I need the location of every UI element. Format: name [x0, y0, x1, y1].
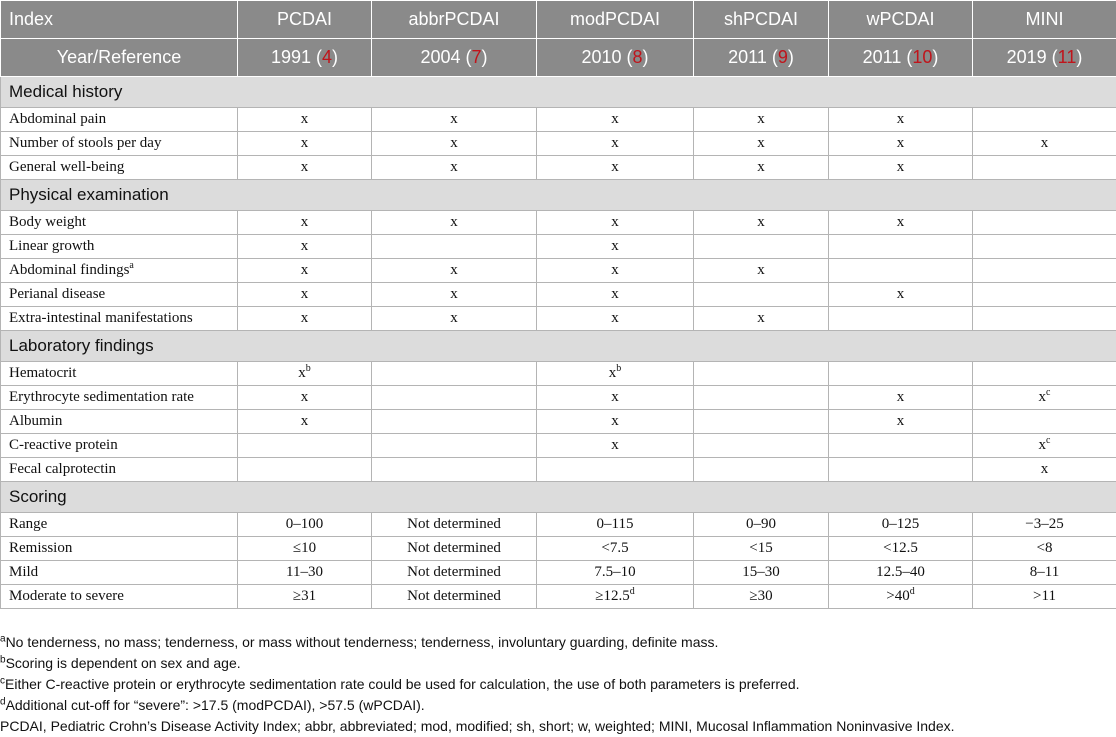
row-label: Abdominal findings [9, 262, 129, 278]
value-cell [694, 132, 829, 156]
value-cell [238, 561, 372, 585]
footnote-marker: b [0, 654, 6, 665]
reference-link[interactable]: 4 [322, 47, 332, 67]
year-cell [537, 39, 694, 77]
table-row [1, 434, 1116, 458]
cell-value: x [301, 238, 309, 254]
reference-link[interactable]: 8 [633, 47, 643, 67]
cell-value: x [301, 262, 309, 278]
table-row [1, 386, 1116, 410]
value-cell [694, 283, 829, 307]
cell-value: x [611, 286, 619, 302]
footnote [0, 695, 1116, 716]
year-cell [973, 39, 1116, 77]
value-cell [372, 283, 537, 307]
cell-value: x [757, 214, 765, 230]
table-row [1, 585, 1116, 609]
value-cell [694, 259, 829, 283]
value-cell [694, 307, 829, 331]
cell-value: x [757, 159, 765, 175]
paren-close: ) [332, 47, 338, 67]
value-cell [372, 410, 537, 434]
paren-close: ) [788, 47, 794, 67]
cell-value: −3–25 [1025, 516, 1063, 532]
row-label: Albumin [9, 413, 62, 429]
value-cell [694, 108, 829, 132]
value-cell [973, 585, 1116, 609]
row-label-cell [1, 235, 238, 259]
footnote [0, 632, 1116, 653]
value-cell [829, 307, 973, 331]
value-cell [829, 108, 973, 132]
row-label-cell [1, 362, 238, 386]
cell-value: x [897, 286, 905, 302]
row-label-cell [1, 283, 238, 307]
value-cell [829, 283, 973, 307]
value-cell [238, 283, 372, 307]
row-label: Mild [9, 564, 38, 580]
row-label: Hematocrit [9, 365, 76, 381]
value-cell [372, 434, 537, 458]
value-cell [537, 537, 694, 561]
row-label: Range [9, 516, 47, 532]
footnote [0, 674, 1116, 695]
column-header: shPCDAI [694, 1, 829, 39]
value-cell [537, 585, 694, 609]
cell-value: 0–115 [597, 516, 634, 532]
row-label-cell [1, 537, 238, 561]
year-cell [238, 39, 372, 77]
cell-value: <15 [749, 540, 772, 556]
value-cell [238, 537, 372, 561]
cell-value: x [301, 310, 309, 326]
value-cell [372, 458, 537, 482]
year-text: 2010 ( [581, 47, 632, 67]
table-row [1, 307, 1116, 331]
value-cell [973, 537, 1116, 561]
reference-link[interactable]: 7 [472, 47, 482, 67]
row-label: Erythrocyte sedimentation rate [9, 389, 194, 405]
section-header-row [1, 180, 1116, 211]
cell-value: <12.5 [883, 540, 918, 556]
value-cell [829, 211, 973, 235]
cell-value: x [301, 214, 309, 230]
value-cell [372, 259, 537, 283]
cell-value: x [611, 389, 619, 405]
value-cell [238, 513, 372, 537]
value-cell [694, 156, 829, 180]
value-cell [829, 410, 973, 434]
value-cell [537, 156, 694, 180]
value-cell [372, 513, 537, 537]
cell-value: x [301, 389, 309, 405]
cell-value: x [897, 413, 905, 429]
cell-value: 11–30 [286, 564, 323, 580]
cell-value: x [450, 310, 458, 326]
cell-value: x [301, 111, 309, 127]
section-title: Laboratory findings [1, 331, 1116, 362]
footnote-text: PCDAI, Pediatric Crohn’s Disease Activity Index; abbr, abbreviated; mod, modified; sh, short; w, weighted; MINI, Mucosal Inflammation Noninvasive Index. [0, 718, 955, 734]
value-cell [973, 513, 1116, 537]
value-cell [537, 108, 694, 132]
row-label: Body weight [9, 214, 86, 230]
table-row [1, 513, 1116, 537]
paren-close: ) [1076, 47, 1082, 67]
cell-value: x [611, 437, 619, 453]
row-label: General well-being [9, 159, 124, 175]
cell-value: x [897, 135, 905, 151]
value-cell [537, 458, 694, 482]
value-cell [238, 235, 372, 259]
value-cell [537, 283, 694, 307]
table-row [1, 259, 1116, 283]
footnote-marker: a [129, 260, 133, 271]
value-cell [973, 561, 1116, 585]
cell-value: x [897, 389, 905, 405]
cell-value: x [301, 413, 309, 429]
value-cell [372, 211, 537, 235]
cell-value: x [450, 214, 458, 230]
cell-value: 0–100 [286, 516, 324, 532]
cell-value: ≥30 [749, 588, 772, 604]
value-cell [829, 561, 973, 585]
value-cell [829, 156, 973, 180]
value-cell [694, 362, 829, 386]
row-label-cell [1, 513, 238, 537]
row-label: Linear growth [9, 238, 94, 254]
value-cell [372, 132, 537, 156]
paren-close: ) [643, 47, 649, 67]
cell-value: x [611, 413, 619, 429]
value-cell [973, 434, 1116, 458]
value-cell [694, 410, 829, 434]
cell-value: x [450, 262, 458, 278]
row-label: Number of stools per day [9, 135, 161, 151]
value-cell [537, 561, 694, 585]
value-cell [829, 259, 973, 283]
value-cell [829, 458, 973, 482]
cell-value: x [1041, 135, 1049, 151]
value-cell [537, 513, 694, 537]
section-header-row [1, 77, 1116, 108]
footnote-marker: b [306, 363, 311, 374]
cell-value: x [301, 286, 309, 302]
cell-value: x [757, 310, 765, 326]
footnote-text: Additional cut-off for “severe”: >17.5 (modPCDAI), >57.5 (wPCDAI). [6, 697, 425, 713]
cell-value: x [450, 111, 458, 127]
value-cell [372, 235, 537, 259]
footnote-marker: c [1046, 387, 1050, 398]
value-cell [238, 362, 372, 386]
value-cell [973, 283, 1116, 307]
year-text: 2011 ( [728, 47, 778, 67]
year-cell [372, 39, 537, 77]
value-cell [694, 585, 829, 609]
value-cell [372, 362, 537, 386]
cell-value: x [450, 286, 458, 302]
footnote-text: No tenderness, no mass; tenderness, or mass without tenderness; tenderness, involuntary guarding, definite mass. [6, 634, 719, 650]
footnote-marker: c [1046, 435, 1050, 446]
year-text: 1991 ( [271, 47, 322, 67]
value-cell [372, 307, 537, 331]
row-label: Abdominal pain [9, 111, 106, 127]
cell-value: x [450, 159, 458, 175]
value-cell [238, 307, 372, 331]
table-footnotes [0, 632, 1116, 737]
cell-value: 12.5–40 [876, 564, 925, 580]
column-header: PCDAI [238, 1, 372, 39]
cell-value: x [897, 159, 905, 175]
cell-value: Not determined [407, 564, 501, 580]
value-cell [829, 537, 973, 561]
cell-value: >11 [1033, 588, 1056, 604]
table-row [1, 537, 1116, 561]
value-cell [829, 362, 973, 386]
value-cell [372, 561, 537, 585]
row-label: Extra-intestinal manifestations [9, 310, 193, 326]
cell-value: x [611, 135, 619, 151]
value-cell [973, 386, 1116, 410]
cell-value: >40 [886, 588, 909, 604]
value-cell [537, 307, 694, 331]
value-cell [829, 513, 973, 537]
cell-value: x [298, 365, 306, 381]
cell-value: x [450, 135, 458, 151]
row-label-cell [1, 132, 238, 156]
value-cell [372, 386, 537, 410]
footnote-text: Either C-reactive protein or erythrocyte sedimentation rate could be used for calculation, the use of both parameters is preferred. [5, 676, 800, 692]
value-cell [973, 307, 1116, 331]
table-row [1, 561, 1116, 585]
cell-value: x [1039, 437, 1047, 453]
cell-value: x [611, 262, 619, 278]
value-cell [973, 132, 1116, 156]
value-cell [372, 108, 537, 132]
row-label-cell [1, 156, 238, 180]
cell-value: x [301, 159, 309, 175]
header-row-index [1, 1, 1116, 39]
footnote-marker: d [630, 586, 635, 597]
value-cell [537, 386, 694, 410]
year-text: 2011 ( [863, 47, 913, 67]
cell-value: Not determined [407, 540, 501, 556]
cell-value: <7.5 [601, 540, 628, 556]
row-label: Perianal disease [9, 286, 105, 302]
row-label: C-reactive protein [9, 437, 118, 453]
value-cell [238, 108, 372, 132]
cell-value: x [609, 365, 617, 381]
value-cell [829, 235, 973, 259]
footnote-marker: d [0, 696, 6, 707]
header-row-year-reference [1, 39, 1116, 77]
cell-value: x [611, 111, 619, 127]
value-cell [238, 259, 372, 283]
year-cell [694, 39, 829, 77]
value-cell [238, 211, 372, 235]
year-text: 2004 ( [420, 47, 471, 67]
cell-value: x [757, 262, 765, 278]
section-header-row [1, 482, 1116, 513]
footnote-marker: d [910, 586, 915, 597]
value-cell [537, 132, 694, 156]
value-cell [694, 434, 829, 458]
value-cell [829, 132, 973, 156]
cell-value: Not determined [407, 516, 501, 532]
paren-close: ) [482, 47, 488, 67]
cell-value: x [611, 238, 619, 254]
cell-value: 0–90 [746, 516, 776, 532]
footnote-marker: a [0, 633, 6, 644]
footnote-marker: b [616, 363, 621, 374]
cell-value: x [611, 159, 619, 175]
value-cell [238, 132, 372, 156]
value-cell [537, 434, 694, 458]
table-row [1, 283, 1116, 307]
cell-value: x [757, 135, 765, 151]
footnote-text: Scoring is dependent on sex and age. [6, 655, 241, 671]
cell-value: x [757, 111, 765, 127]
row-label-cell [1, 211, 238, 235]
year-reference-label: Year/Reference [1, 39, 238, 77]
cell-value: ≤10 [293, 540, 316, 556]
year-cell [829, 39, 973, 77]
table-row [1, 108, 1116, 132]
table-row [1, 362, 1116, 386]
row-label: Fecal calprotectin [9, 461, 116, 477]
cell-value: x [611, 310, 619, 326]
cell-value: x [897, 214, 905, 230]
column-header: MINI [973, 1, 1116, 39]
value-cell [238, 386, 372, 410]
row-label-cell [1, 585, 238, 609]
value-cell [694, 458, 829, 482]
table-row [1, 156, 1116, 180]
value-cell [973, 235, 1116, 259]
table-row [1, 235, 1116, 259]
value-cell [694, 211, 829, 235]
row-label-cell [1, 410, 238, 434]
cell-value: ≥12.5 [595, 588, 629, 604]
section-title: Physical examination [1, 180, 1116, 211]
value-cell [694, 537, 829, 561]
row-label-cell [1, 259, 238, 283]
value-cell [238, 156, 372, 180]
row-label-cell [1, 108, 238, 132]
column-header: wPCDAI [829, 1, 973, 39]
table-body [1, 77, 1116, 609]
footnote-marker: c [0, 675, 5, 686]
value-cell [694, 561, 829, 585]
value-cell [537, 259, 694, 283]
value-cell [973, 156, 1116, 180]
reference-link[interactable]: 9 [778, 47, 788, 67]
column-header: abbrPCDAI [372, 1, 537, 39]
value-cell [238, 585, 372, 609]
value-cell [973, 211, 1116, 235]
cell-value: 0–125 [882, 516, 920, 532]
table-row [1, 410, 1116, 434]
row-label: Moderate to severe [9, 588, 124, 604]
section-header-row [1, 331, 1116, 362]
column-header: modPCDAI [537, 1, 694, 39]
value-cell [973, 108, 1116, 132]
section-title: Scoring [1, 482, 1116, 513]
value-cell [694, 386, 829, 410]
value-cell [973, 362, 1116, 386]
cell-value: 7.5–10 [594, 564, 635, 580]
row-label-cell [1, 386, 238, 410]
cell-value: <8 [1037, 540, 1053, 556]
value-cell [829, 434, 973, 458]
value-cell [372, 537, 537, 561]
footnote [0, 653, 1116, 674]
value-cell [372, 156, 537, 180]
cell-value: x [301, 135, 309, 151]
value-cell [238, 458, 372, 482]
cell-value: 8–11 [1030, 564, 1059, 580]
table-row [1, 458, 1116, 482]
row-label-cell [1, 307, 238, 331]
value-cell [372, 585, 537, 609]
column-header: Index [1, 1, 238, 39]
reference-link[interactable]: 10 [912, 47, 932, 67]
reference-link[interactable]: 11 [1058, 47, 1077, 67]
cell-value: x [897, 111, 905, 127]
cell-value: 15–30 [742, 564, 780, 580]
cell-value: Not determined [407, 588, 501, 604]
cell-value: x [1041, 461, 1049, 477]
value-cell [973, 458, 1116, 482]
value-cell [537, 362, 694, 386]
value-cell [829, 585, 973, 609]
value-cell [973, 410, 1116, 434]
paren-close: ) [932, 47, 938, 67]
value-cell [537, 235, 694, 259]
value-cell [238, 410, 372, 434]
value-cell [537, 410, 694, 434]
table-row [1, 132, 1116, 156]
value-cell [694, 235, 829, 259]
cell-value: x [1039, 389, 1047, 405]
value-cell [973, 259, 1116, 283]
row-label-cell [1, 458, 238, 482]
row-label-cell [1, 434, 238, 458]
value-cell [829, 386, 973, 410]
value-cell [694, 513, 829, 537]
cell-value: x [611, 214, 619, 230]
value-cell [238, 434, 372, 458]
table-row [1, 211, 1116, 235]
cell-value: ≥31 [293, 588, 316, 604]
value-cell [537, 211, 694, 235]
row-label-cell [1, 561, 238, 585]
section-title: Medical history [1, 77, 1116, 108]
row-label: Remission [9, 540, 72, 556]
year-text: 2019 ( [1007, 47, 1058, 67]
